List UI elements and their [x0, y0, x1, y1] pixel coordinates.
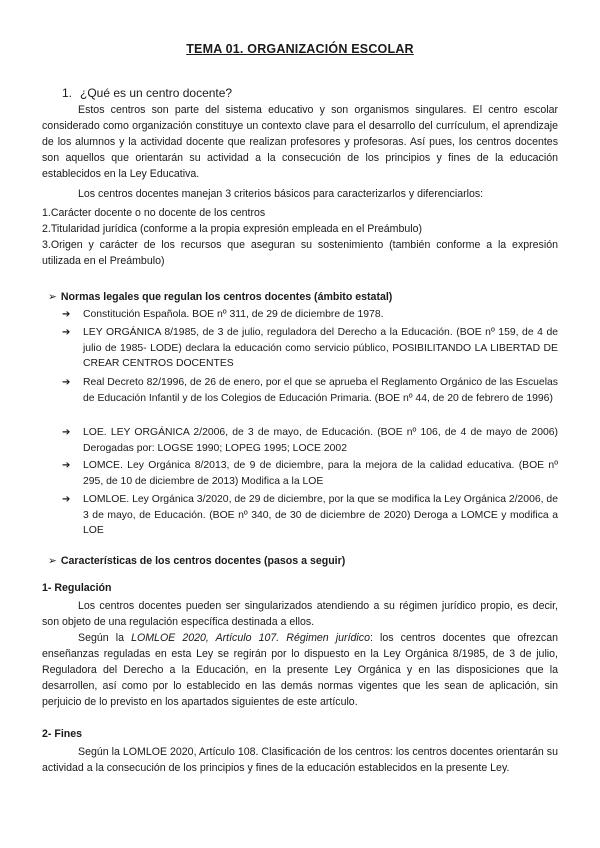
law-item — [62, 425, 558, 456]
arrow-bullet-icon: ➔ — [62, 377, 71, 388]
intro-text: Estos centros son parte del sistema educativo y son organismos singulares. El centro escolar considerado como organización constituye un contexto clave para el desarrollo del currículum, el aprendizaje de los alumnos y la actividad docente que realizan profesores y profesoras. Así pues, los centros docentes son aquellos que orientarán su actividad a la consecución de los principios y fines de la educación establecidos en la Ley Educativa. — [42, 104, 558, 180]
law-text: Constitución Española. BOE nº 311, de 29 de diciembre de 1978. — [83, 309, 384, 320]
arrow-bullet-icon: ➔ — [62, 427, 71, 438]
intro-paragraph — [42, 102, 558, 182]
section-heading-legal — [48, 291, 392, 303]
law-item — [62, 307, 558, 323]
question-heading — [62, 86, 232, 100]
criteria-intro-text: Los centros docentes manejan 3 criterios básicos para caracterizarlos y diferenciarlos: — [78, 188, 484, 200]
law-item — [62, 458, 558, 489]
law-item — [62, 375, 558, 406]
section-heading-characteristics — [48, 555, 345, 567]
fines-text: Según la LOMLOE 2020, Artículo 108. Clasificación de los centros: los centros docentes orientarán su actividad a la consecución de los principios y fines de la educación establecidos en la presente Ley. — [42, 746, 558, 774]
regulacion-text-italic: LOMLOE 2020, Artículo 107. Régimen jurídico — [131, 632, 370, 644]
regulacion-paragraph-1 — [42, 598, 558, 630]
section-arrow-icon: ➢ — [48, 555, 57, 567]
section-arrow-icon: ➢ — [48, 291, 57, 303]
criteria-item: 3.Origen y carácter de los recursos que aseguran su sostenimiento (también conforme a la expresión utilizada en el Preámbulo) — [42, 239, 558, 267]
arrow-bullet-icon: ➔ — [62, 460, 71, 471]
page-title: TEMA 01. ORGANIZACIÓN ESCOLAR — [186, 42, 414, 56]
criteria-item: 2.Titularidad jurídica (conforme a la propia expresión empleada en el Preámbulo) — [42, 223, 423, 235]
law-text: LOE. LEY ORGÁNICA 2/2006, de 3 de mayo, de Educación. (BOE nº 106, de 4 de mayo de 2006) Derogadas por: LOGSE 1990; LOPEG 1995; LOCE 2002 — [83, 427, 558, 454]
law-text: LOMCE. Ley Orgánica 8/2013, de 9 de diciembre, para la mejora de la calidad educativa. (BOE nº 295, de 10 de diciembre de 2013) Modifica a la LOE — [83, 460, 558, 487]
subheading-fines: 2- Fines — [42, 728, 83, 740]
fines-paragraph — [42, 744, 558, 776]
subheading-regulacion: 1- Regulación — [42, 582, 112, 594]
law-text: LOMLOE. Ley Orgánica 3/2020, de 29 de diciembre, por la que se modifica la Ley Orgánica 2/2006, de 3 de mayo, de Educación. (BOE nº 340, de 30 de diciembre de 2020) Deroga a LOMCE y modifica a LOE — [83, 494, 558, 536]
arrow-bullet-icon: ➔ — [62, 309, 71, 320]
regulacion-text-pre: Según la — [78, 632, 132, 644]
arrow-bullet-icon: ➔ — [62, 494, 71, 505]
regulacion-text-1: Los centros docentes pueden ser singularizados atendiendo a su régimen jurídico propio, es decir, son objeto de una regulación específica destinada a ellos. — [42, 600, 558, 628]
arrow-bullet-icon: ➔ — [62, 327, 71, 338]
section-heading-label: Normas legales que regulan los centros docentes (ámbito estatal) — [60, 291, 393, 303]
law-text: Real Decreto 82/1996, de 26 de enero, por el que se aprueba el Reglamento Orgánico de las Escuelas de Educación Infantil y de los Colegios de Educación Primaria. (BOE nº 44, de 20 de febrero de 1996) — [83, 377, 558, 404]
criteria-item: 1.Carácter docente o no docente de los centros — [42, 207, 266, 219]
law-text: LEY ORGÁNICA 8/1985, de 3 de julio, reguladora del Derecho a la Educación. (BOE nº 159, de 4 de julio de 1985- LODE) declara la educación como servicio público, POSIBILITANDO LA LIBERTAD DE CREAR CENTROS DOCENTES — [83, 327, 558, 369]
question-text: ¿Qué es un centro docente? — [80, 86, 233, 100]
regulacion-paragraph-2 — [42, 630, 558, 710]
section-heading-label: Características de los centros docentes (pasos a seguir) — [60, 555, 346, 567]
law-item — [62, 325, 558, 372]
criteria-list — [42, 205, 558, 269]
criteria-intro — [42, 186, 558, 202]
law-item — [62, 492, 558, 539]
question-number: 1. — [62, 86, 73, 100]
regulacion-text-post: : los centros docentes que ofrezcan enseñanzas reguladas en esta Ley se regirán por lo dispuesto en la Ley Orgánica 8/1985, de 3 de julio, Reguladora del Derecho a la Educación, en la presente Ley Orgánica y en las disposiciones que la desarrollen, así como por lo establecido en las demás normas vigentes que les sean de aplicación, sin perjuicio de lo previsto en los apartados siguientes de este artículo. — [42, 632, 559, 708]
